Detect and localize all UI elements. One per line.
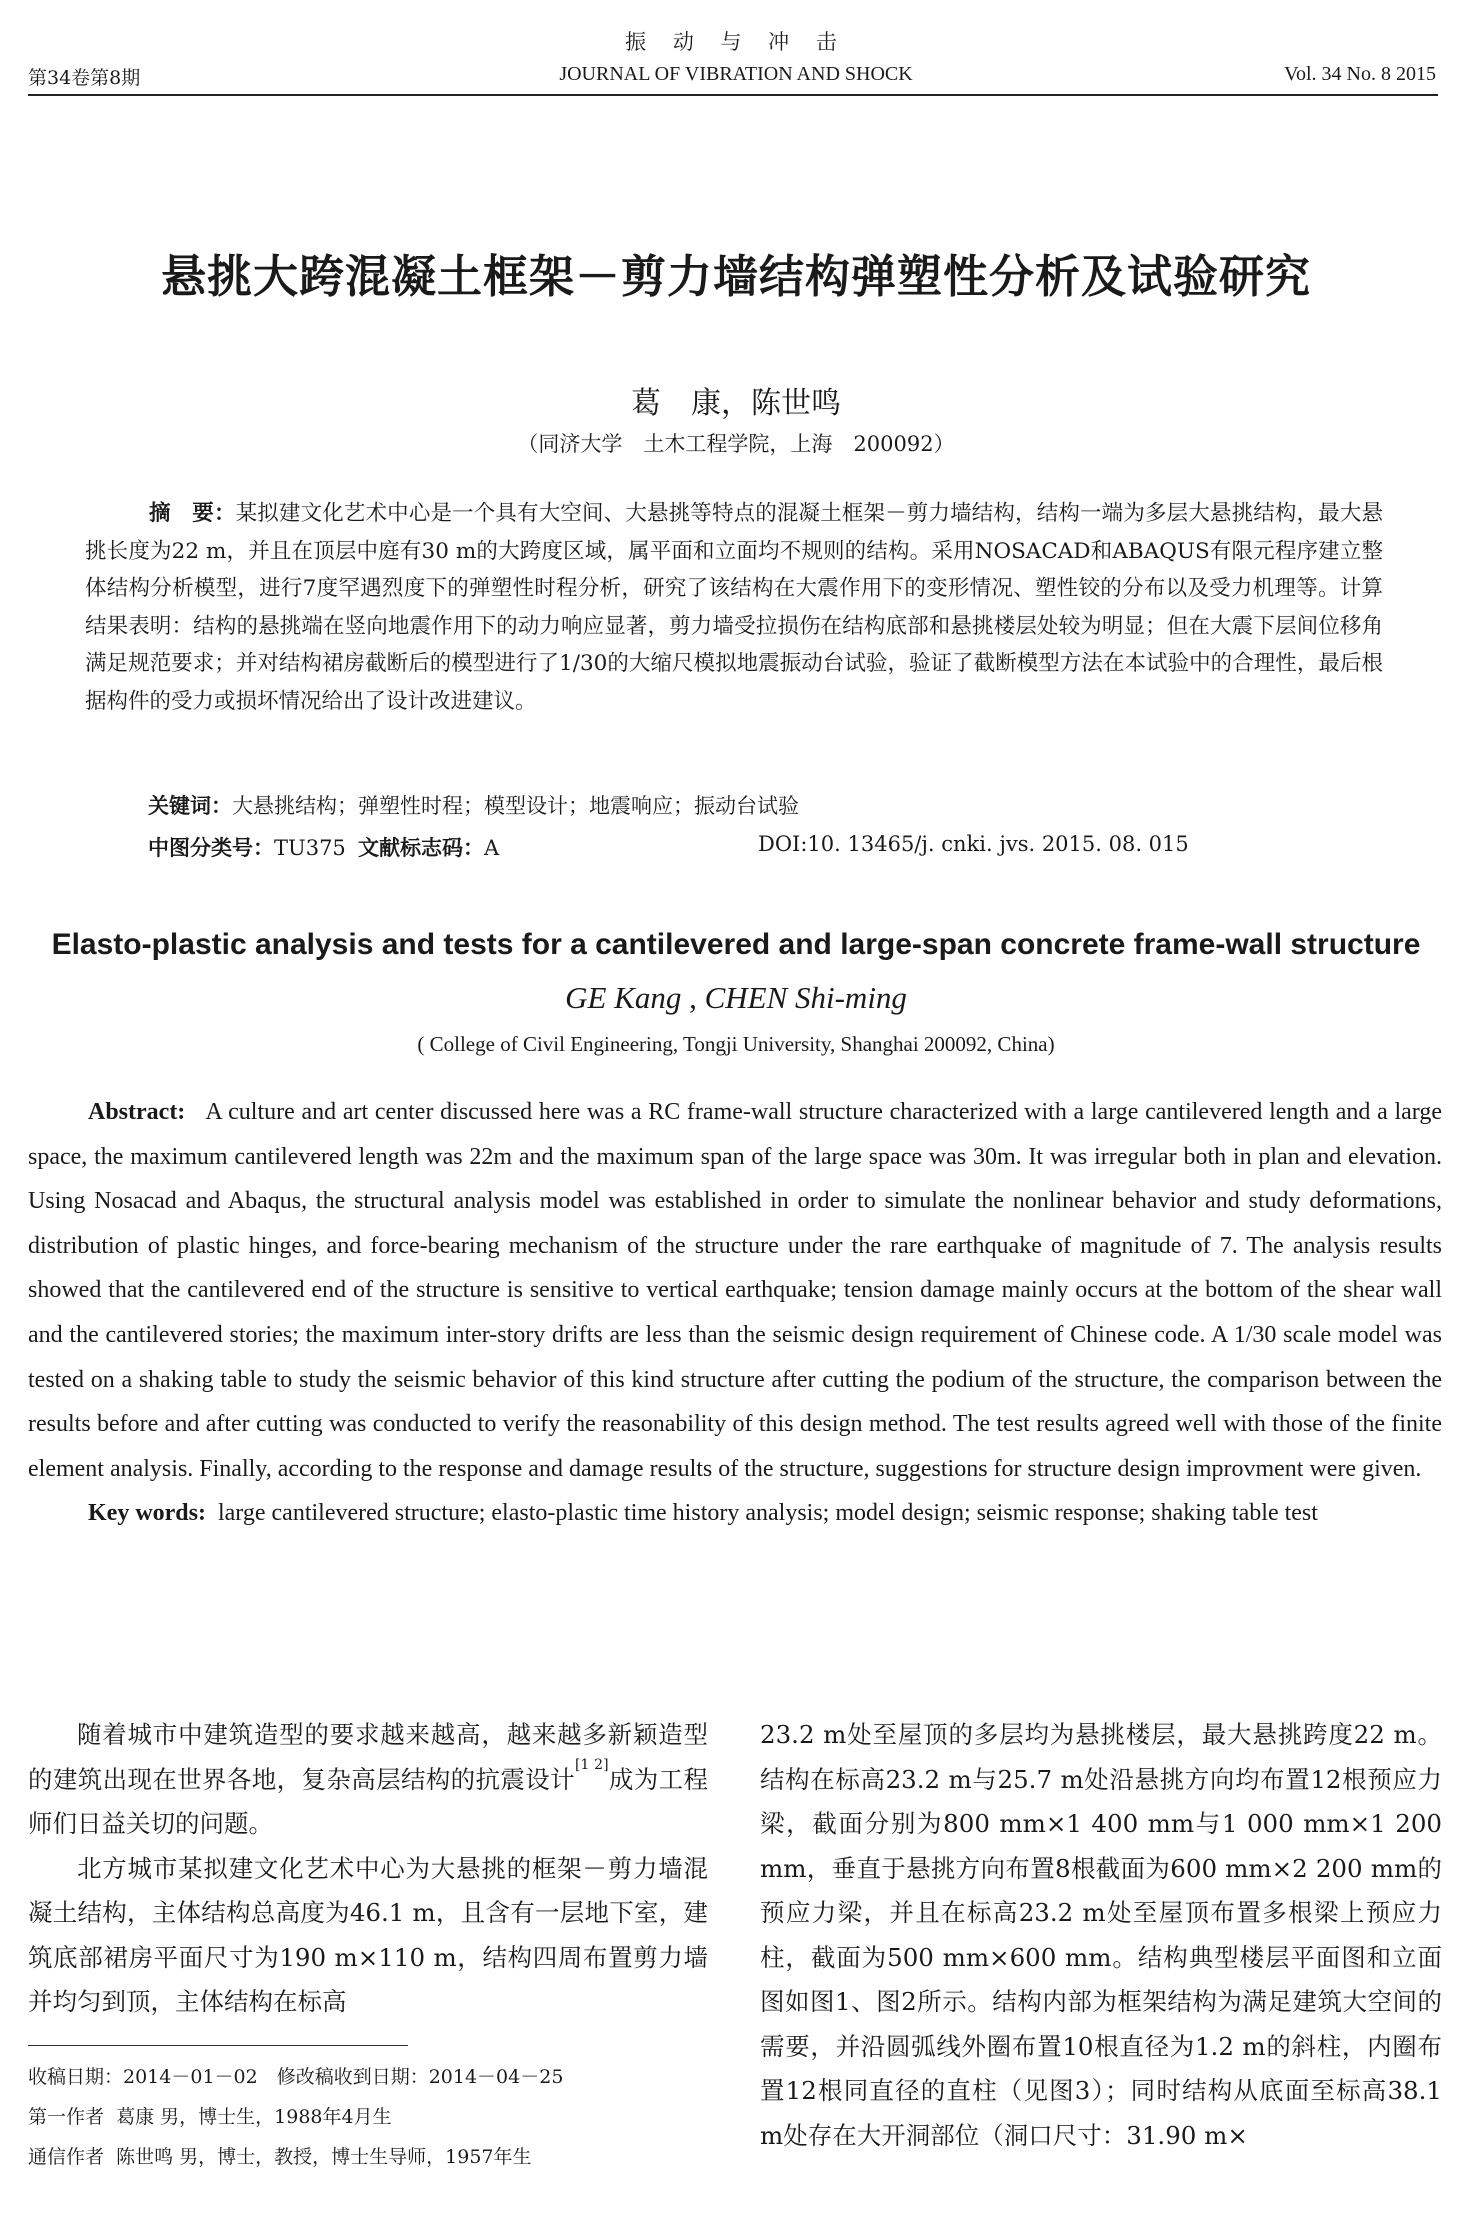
doc-code-value: A (484, 836, 500, 860)
footnote-corresponding (28, 2142, 532, 2169)
body-paragraph: 23.2 m处至屋顶的多层均为悬挑楼层，最大悬挑跨度22 m。结构在标高23.2 m与25.7 m处沿悬挑方向均布置12根预应力梁，截面分别为800 mm×1 400 mm与1 000 mm×1 200 mm，垂直于悬挑方向布置8根截面为600 mm×2 200 mm的预应力梁，并且在标高23.2 m处至屋顶布置多根梁上预应力柱，截面为500 mm×600 mm。结构典型楼层平面图和立面图如图1、图2所示。结构内部为框架结构为满足建筑大空间的需要，并沿圆弧线外圈布置10根直径为1.2 m的斜柱，内圈布置12根同直径的直柱（见图3）；同时结构从底面至标高38.1 m处存在大开洞部位（洞口尺寸：31.90 m× (760, 1720, 1442, 2150)
footnote-text: 葛康 男，博士生，1988年4月生 (116, 2106, 392, 2128)
footnote-first-author (28, 2102, 392, 2129)
clc-number (148, 832, 346, 862)
citation-ref[interactable]: [1 2] (574, 1756, 609, 1773)
affiliation-en: ( College of Civil Engineering, Tongji University, Shanghai 200092, China) (417, 1032, 1055, 1056)
body-column-right (760, 1713, 1442, 2158)
keywords-en-label: Key words: (88, 1500, 206, 1527)
abstract-en (28, 1090, 1442, 1536)
body-column-left (28, 1713, 708, 2025)
abstract-cn-label: 摘 要： (149, 501, 236, 526)
body-text: 成为工程师们日益关切的问题。 (28, 1764, 708, 1838)
journal-name-en: JOURNAL OF VIBRATION AND SHOCK (559, 63, 913, 85)
abstract-cn-text: 某拟建文化艺术中心是一个具有大空间、大悬挑等特点的混凝土框架－剪力墙结构，结构一端为多层大悬挑结构，最大悬挑长度为22 m，并且在顶层中庭有30 m的大跨度区域，属平面和立面均不规则的结构。采用NOSACAD和ABAQUS有限元程序建立整体结构分析模型，进行7度罕遇烈度下的弹塑性时程分析，研究了该结构在大震作用下的变形情况、塑性铰的分布以及受力机理等。计算结果表明：结构的悬挑端在竖向地震作用下的动力响应显著，剪力墙受拉损伤在结构底部和悬挑楼层处较为明显；但在大震下层间位移角满足规范要求；并对结构裙房截断后的模型进行了1/30的大缩尺模拟地震振动台试验，验证了截断模型方法在本试验中的合理性，最后根据构件的受力或损坏情况给出了设计改进建议。 (85, 501, 1383, 714)
volume-issue-en: Vol. 34 No. 8 2015 (1284, 63, 1436, 85)
abstract-en-text: A culture and art center discussed here was a RC frame-wall structure characterized with a large cantilevered length and a large space, the maximum cantilevered length was 22m and the maximum span of the large space was 30m. It was irregular both in plan and elevation. Using Nosacad and Abaqus, the structural analysis model was established in order to simulate the nonlinear behavior and study deformations, distribution of plastic hinges, and force-bearing mechanism of the structure under the rare earthquake of magnitude of 7. The analysis results showed that the cantilevered end of the structure is sensitive to vertical earthquake; tension damage mainly occurs at the bottom of the shear wall and the cantilevered stories; the maximum inter-story drifts are less than the seismic design requirement of Chinese code. A 1/30 scale model was tested on a shaking table to study the seismic behavior of this kind structure after cutting the podium of the structure, the comparison between the results before and after cutting was conducted to verify the reasonability of this design method. The test results agreed well with those of the finite element analysis. Finally, according to the response and damage results of the structure, suggestions for structure design improvment were given. (28, 1099, 1443, 1482)
keywords-en (28, 1491, 1442, 1536)
abstract-cn (85, 495, 1383, 720)
footnote-rule (28, 2045, 408, 2046)
clc-value: TU375 (274, 836, 346, 860)
body-text: 随着城市中建筑造型的要求越来越高，越来越多新颖造型的建筑出现在世界各地，复杂高层结构的抗震设计 (28, 1720, 708, 1794)
keywords-cn-text: 大悬挑结构；弹塑性时程；模型设计；地震响应；振动台试验 (232, 794, 799, 818)
keywords-cn-label: 关键词： (148, 794, 232, 818)
keywords-en-text: large cantilevered structure; elasto-plastic time history analysis; model design; seismic response; shaking table test (217, 1500, 1318, 1527)
paper-title-cn: 悬挑大跨混凝土框架－剪力墙结构弹塑性分析及试验研究 (160, 250, 1311, 303)
body-paragraph: 北方城市某拟建文化艺术中心为大悬挑的框架－剪力墙混凝土结构，主体结构总高度为46.1 m，且含有一层地下室，建筑底部裙房平面尺寸为190 m×110 m，结构四周布置剪力墙并均匀到顶，主体结构在标高 (28, 1853, 708, 2016)
footnote-label: 通信作者 (28, 2146, 105, 2168)
doi[interactable]: DOI:10. 13465/j. cnki. jvs. 2015. 08. 015 (758, 832, 1189, 856)
authors-cn: 葛 康，陈世鸣 (631, 386, 841, 421)
body-paragraph (28, 1713, 708, 1847)
header-rule (28, 94, 1438, 96)
clc-label: 中图分类号： (148, 836, 274, 860)
keywords-cn (148, 790, 799, 820)
affiliation-cn: （同济大学 土木工程学院，上海 200092） (517, 432, 955, 456)
abstract-en-label: Abstract: (88, 1099, 186, 1125)
footnote-received: 收稿日期：2014－01－02 修改稿收到日期：2014－04－25 (28, 2066, 564, 2088)
paper-title-en: Elasto-plastic analysis and tests for a cantilevered and large-span concrete frame-wall structure (51, 928, 1421, 961)
authors-en: GE Kang , CHEN Shi-ming (565, 980, 907, 1015)
document-code (358, 832, 499, 862)
journal-name-cn: 振 动 与 冲 击 (625, 30, 847, 54)
doc-code-label: 文献标志码： (358, 836, 484, 860)
volume-issue-cn: 第34卷第8期 (28, 67, 141, 89)
footnote-text: 陈世鸣 男，博士，教授，博士生导师，1957年生 (116, 2146, 532, 2168)
footnote-label: 第一作者 (28, 2106, 105, 2128)
